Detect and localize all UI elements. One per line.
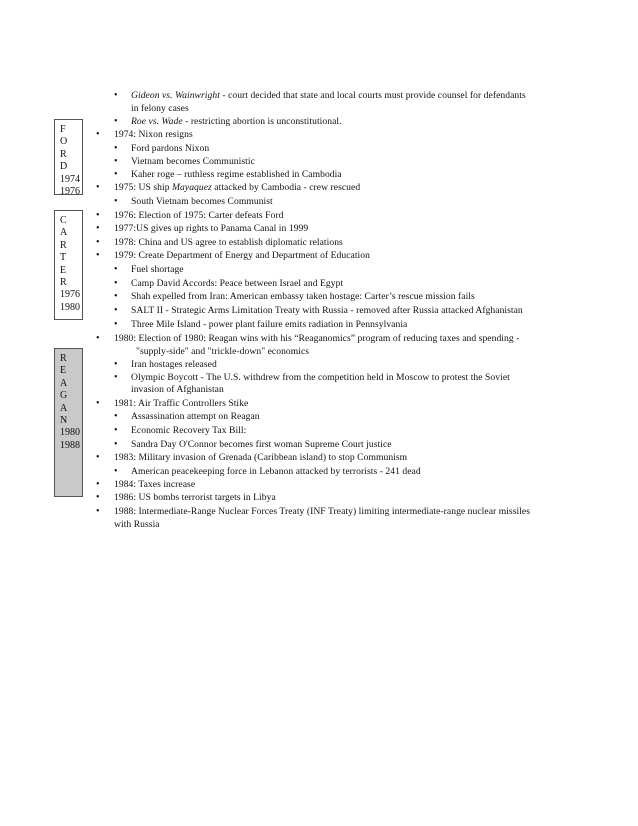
list-item bbox=[114, 277, 344, 290]
list-item bbox=[96, 209, 284, 222]
item-text: 1977:US gives up rights to Panama Canal in 1999 bbox=[114, 223, 309, 234]
list-item-continuation: invasion of Afghanistan bbox=[131, 384, 224, 395]
item-text: 1979: Create Department of Energy and Department of Education bbox=[114, 250, 370, 261]
list-item bbox=[96, 128, 193, 141]
carter-year-start: 1976 bbox=[60, 289, 80, 301]
item-text: Ford pardons Nixon bbox=[131, 143, 210, 154]
list-item bbox=[96, 249, 370, 262]
item-text: Kaher roge – ruthless regime established in Cambodia bbox=[131, 169, 342, 180]
ford-year-end: 1976 bbox=[60, 186, 80, 198]
item-text: South Vietnam becomes Communist bbox=[131, 196, 273, 207]
ford-letter: R bbox=[60, 148, 67, 160]
item-text: Fuel shortage bbox=[131, 264, 184, 275]
case-name: Roe vs. Wade bbox=[131, 116, 183, 127]
list-item bbox=[96, 397, 249, 410]
reagan-era-box bbox=[54, 348, 83, 497]
reagan-letter: G bbox=[60, 390, 68, 402]
list-item bbox=[114, 410, 260, 423]
item-text: Shah expelled from Iran: American embassy taken hostage: Carter’s rescue mission fails bbox=[131, 291, 475, 302]
item-text: 1983: Military invasion of Grenada (Caribbean island) to stop Communism bbox=[114, 452, 408, 463]
bullet-icon: • bbox=[96, 479, 100, 490]
list-item bbox=[114, 195, 273, 208]
list-item bbox=[114, 424, 247, 437]
ford-letter: D bbox=[60, 161, 68, 173]
item-text: Three Mile Island - power plant failure emits radiation in Pennsylvania bbox=[131, 319, 408, 330]
list-item bbox=[114, 168, 342, 181]
ship-name: Mayaquez bbox=[172, 182, 212, 193]
bullet-icon: • bbox=[114, 291, 118, 302]
bullet-icon: • bbox=[96, 237, 100, 248]
bullet-icon: • bbox=[114, 359, 118, 370]
item-text: Economic Recovery Tax Bill: bbox=[131, 425, 247, 436]
bullet-icon: • bbox=[114, 372, 118, 383]
item-text: 1980: Election of 1980: Reagan wins with his “Reaganomics” program of reducing taxes and spending - bbox=[114, 333, 520, 344]
carter-letter: T bbox=[60, 252, 67, 264]
bullet-icon: • bbox=[96, 333, 100, 344]
list-item-continuation: in felony cases bbox=[131, 103, 189, 114]
item-text: Olympic Boycott - The U.S. withdrew from the competition held in Moscow to protest the Soviet bbox=[131, 372, 510, 383]
list-item bbox=[114, 142, 210, 155]
item-text: 1984: Taxes increase bbox=[114, 479, 196, 490]
bullet-icon: • bbox=[96, 182, 100, 193]
list-item bbox=[96, 491, 276, 504]
item-text: 1981: Air Traffic Controllers Stike bbox=[114, 398, 249, 409]
bullet-icon: • bbox=[96, 129, 100, 140]
item-text: 1975: US ship bbox=[114, 182, 173, 193]
bullet-icon: • bbox=[96, 452, 100, 463]
list-item bbox=[96, 478, 196, 491]
bullet-icon: • bbox=[96, 250, 100, 261]
item-text: 1988: Intermediate-Range Nuclear Forces Treaty (INF Treaty) limiting intermediate-range nuclear missiles bbox=[114, 506, 531, 517]
reagan-letter: R bbox=[60, 353, 67, 364]
list-item bbox=[96, 505, 531, 518]
list-item bbox=[96, 236, 343, 249]
reagan-letter: A bbox=[60, 377, 68, 389]
list-item bbox=[114, 115, 342, 128]
bullet-icon: • bbox=[96, 492, 100, 503]
bullet-icon: • bbox=[114, 90, 118, 101]
item-text: 1978: China and US agree to establish diplomatic relations bbox=[114, 237, 343, 248]
list-item bbox=[114, 318, 408, 331]
bullet-icon: • bbox=[114, 305, 118, 316]
reagan-letter: N bbox=[60, 415, 68, 427]
carter-letter: C bbox=[60, 215, 67, 226]
ford-letter: O bbox=[60, 136, 68, 148]
list-item bbox=[96, 451, 408, 464]
case-name: Gideon vs. Wainwright bbox=[131, 90, 220, 101]
bullet-icon: • bbox=[114, 466, 118, 477]
item-text: attacked by Cambodia - crew rescued bbox=[211, 182, 361, 193]
reagan-year-end: 1988 bbox=[60, 439, 80, 451]
list-item bbox=[114, 304, 523, 317]
bullet-icon: • bbox=[96, 506, 100, 517]
item-text: 1986: US bombs terrorist targets in Libya bbox=[114, 492, 276, 503]
ford-era-box bbox=[54, 119, 83, 198]
list-item bbox=[114, 263, 184, 276]
ford-year-start: 1974 bbox=[60, 173, 80, 185]
list-item bbox=[96, 222, 309, 235]
item-text: 1974: Nixon resigns bbox=[114, 129, 193, 140]
item-text: Sandra Day O'Connor becomes first woman Supreme Court justice bbox=[131, 439, 392, 450]
list-item bbox=[114, 438, 392, 451]
list-item bbox=[114, 290, 475, 303]
bullet-icon: • bbox=[114, 439, 118, 450]
carter-era-box bbox=[54, 210, 83, 320]
item-text: - court decided that state and local courts must provide counsel for defendants bbox=[219, 90, 526, 101]
item-text: Vietnam becomes Communistic bbox=[131, 156, 255, 167]
bullet-icon: • bbox=[114, 116, 118, 127]
bullet-icon: • bbox=[114, 411, 118, 422]
bullet-icon: • bbox=[96, 223, 100, 234]
list-item bbox=[114, 358, 217, 371]
item-text: 1976: Election of 1975: Carter defeats Ford bbox=[114, 210, 284, 221]
list-item bbox=[114, 465, 421, 478]
carter-year-end: 1980 bbox=[60, 301, 80, 313]
bullet-icon: • bbox=[114, 319, 118, 330]
item-text: - restricting abortion is unconstitutional. bbox=[182, 116, 342, 127]
reagan-letter: E bbox=[60, 365, 67, 377]
carter-letter: A bbox=[60, 227, 68, 239]
list-item bbox=[96, 332, 520, 345]
bullet-icon: • bbox=[114, 156, 118, 167]
item-text: Iran hostages released bbox=[131, 359, 217, 370]
bullet-icon: • bbox=[114, 143, 118, 154]
bullet-icon: • bbox=[114, 425, 118, 436]
bullet-icon: • bbox=[114, 169, 118, 180]
list-item bbox=[114, 155, 255, 168]
ford-letter: F bbox=[60, 124, 66, 135]
bullet-icon: • bbox=[114, 196, 118, 207]
list-item-continuation: "supply-side" and "trickle-down" economics bbox=[136, 346, 310, 357]
item-text: Camp David Accords: Peace between Israel and Egypt bbox=[131, 278, 344, 289]
carter-letter: E bbox=[60, 264, 67, 276]
item-text: Assassination attempt on Reagan bbox=[131, 411, 260, 422]
bullet-icon: • bbox=[96, 210, 100, 221]
list-item bbox=[96, 181, 361, 194]
list-item-continuation: with Russia bbox=[114, 519, 160, 530]
bullet-icon: • bbox=[96, 398, 100, 409]
item-text: American peacekeeping force in Lebanon attacked by terrorists - 241 dead bbox=[131, 466, 421, 477]
carter-letter: R bbox=[60, 239, 67, 251]
list-item bbox=[114, 89, 526, 102]
item-text: SALT II - Strategic Arms Limitation Treaty with Russia - removed after Russia attacked Afghanistan bbox=[131, 305, 523, 316]
bullet-icon: • bbox=[114, 278, 118, 289]
carter-letter: R bbox=[60, 277, 67, 289]
reagan-letter: A bbox=[60, 402, 68, 414]
reagan-year-start: 1980 bbox=[60, 427, 80, 439]
bullet-icon: • bbox=[114, 264, 118, 275]
